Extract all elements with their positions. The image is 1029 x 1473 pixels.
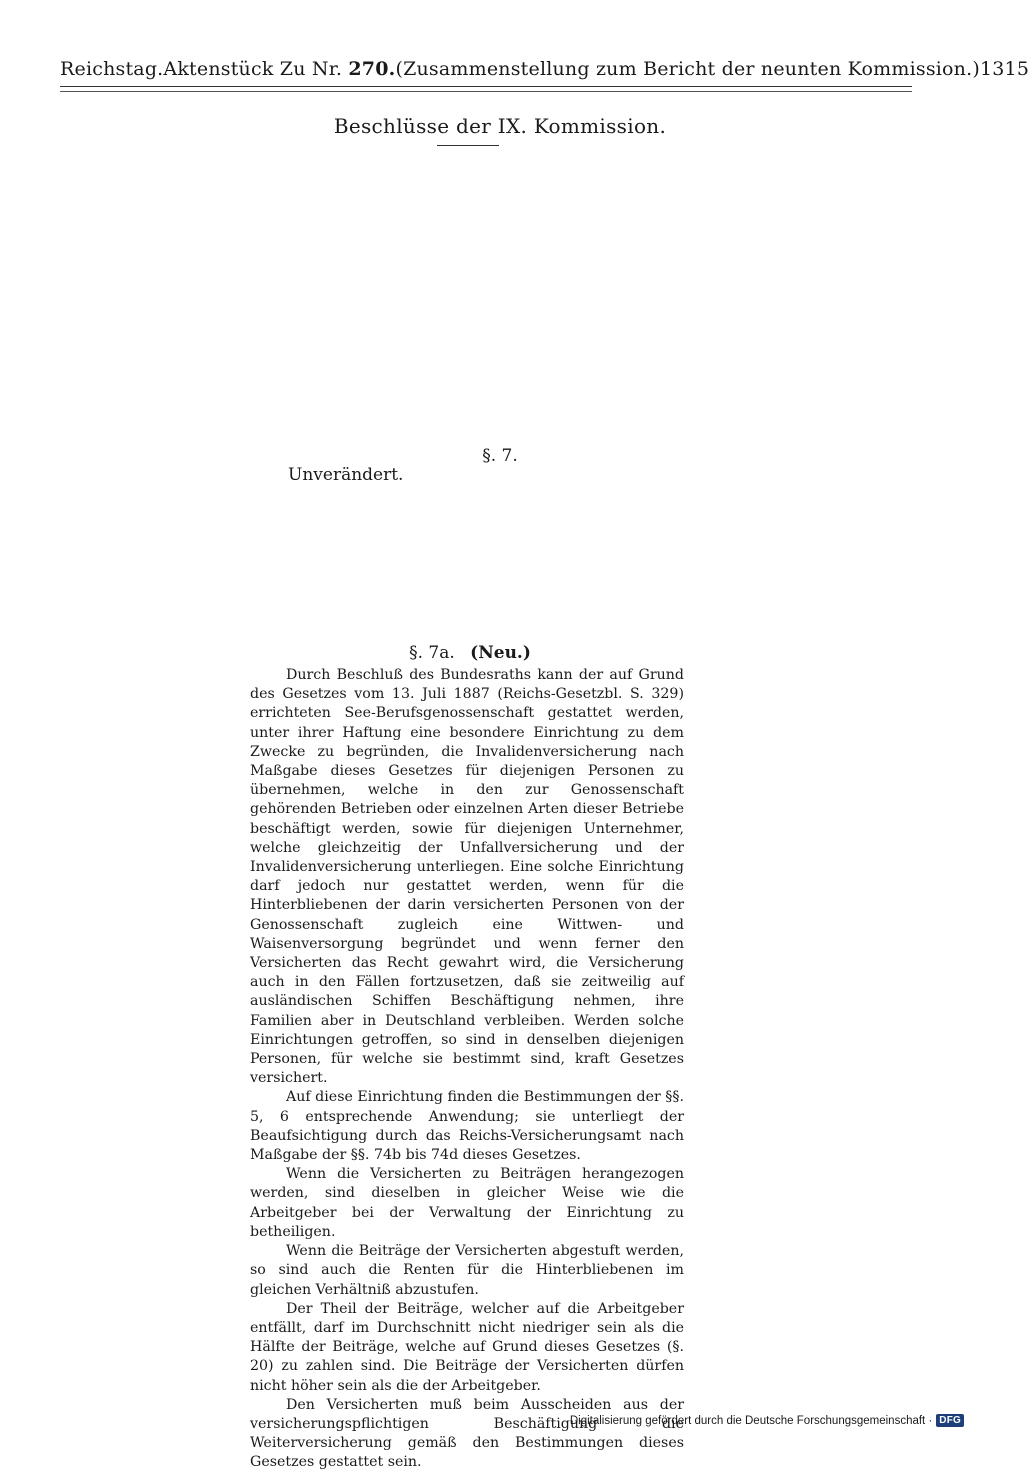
header-document-label: Aktenstück Zu Nr.: [163, 58, 343, 80]
header-left: Reichstag.: [60, 58, 164, 80]
paragraph-7a-number: §. 7a.: [409, 643, 455, 663]
title-rule: [437, 145, 499, 146]
header-subject: (Zusammenstellung zum Bericht der neunten Kommission.): [395, 58, 980, 80]
header-document: [163, 58, 395, 80]
paragraph-7a-body: [250, 666, 684, 1473]
page-number: 1315: [979, 58, 1029, 80]
credit-text: Digitalisierung gefördert durch die Deutsche Forschungsgemeinschaft ·: [569, 1414, 933, 1427]
body-paragraph-2: Auf diese Einrichtung finden die Bestimmungen der §§. 5, 6 entsprechende Anwendung; sie unterliegt der Beaufsichtigung durch das Reichs-Versicherungsamt nach Maßgabe der §§. 74b bis 74d dieses Gesetzes.: [250, 1089, 684, 1164]
body-paragraph-4: Wenn die Beiträge der Versicherten abgestuft werden, so sind auch die Renten für die Hinterbliebenen im gleichen Verhältniß abzustufen.: [250, 1243, 684, 1298]
body-paragraph-5: Der Theil der Beiträge, welcher auf die Arbeitgeber entfällt, darf im Durchschnitt nicht niedriger sein als die Hälfte der Beiträge, welche auf Grund dieses Gesetzes (§. 20) zu zahlen sind. Die Beiträge der Versicherten dürfen nicht höher sein als die der Arbeitgeber.: [250, 1300, 684, 1394]
paragraph-7a-label: (Neu.): [470, 643, 531, 663]
paragraph-7-heading: §. 7.: [482, 446, 518, 466]
dfg-logo-icon: DFG: [936, 1414, 964, 1427]
section-title: Beschlüsse der IX. Kommission.: [333, 114, 667, 138]
body-paragraph-1: Durch Beschluß des Bundesraths kann der auf Grund des Gesetzes vom 13. Juli 1887 (Reichs-Gesetzbl. S. 329) errichteten See-Berufsgenossenschaft gestattet werden, unter ihrer Haftung eine besondere Einrichtung zu dem Zwecke zu begründen, die Invalidenversicherung nach Maßgabe dieses Gesetzes für diejenigen Personen zu übernehmen, welche in den zur Genossenschaft gehörenden Betrieben oder einzelnen Arten dieser Betriebe beschäftigt werden, sowie für diejenigen Unternehmer, welche gleichzeitig der Unfallversicherung und der Invalidenversicherung unterliegen. Eine solche Einrichtung darf jedoch nur gestattet werden, wenn für die Hinterbliebenen der darin versicherten Personen von der Genossenschaft zugleich eine Wittwen- und Waisenversorgung begründet und wenn ferner den Versicherten das Recht gewahrt wird, die Versicherung auch in den Fällen fortzusetzen, daß sie zeitweilig auf ausländischen Schiffen Beschäftigung nehmen, ihre Familien aber in Deutschland verbleiben. Werden solche Einrichtungen getroffen, so sind in denselben diejenigen Personen, für welche sie bestimmt sind, kraft Gesetzes versichert.: [250, 667, 684, 1087]
body-paragraph-3: Wenn die Versicherten zu Beiträgen herangezogen werden, sind dieselben in gleicher Weise wie die Arbeitgeber bei der Verwaltung der Einrichtung zu betheiligen.: [250, 1166, 684, 1240]
digitization-credit: [570, 1414, 964, 1427]
header-rule: [60, 86, 912, 92]
paragraph-7a-heading: [0, 643, 940, 663]
running-head: [60, 58, 1029, 80]
body-paragraph-6: Den Versicherten muß beim Ausscheiden aus der versicherungspflichtigen Beschäftigung die Weiterversicherung gemäß den Bestimmungen dieses Gesetzes gestattet sein.: [250, 1396, 684, 1471]
paragraph-7-text: Unverändert.: [288, 465, 404, 485]
header-number: 270.: [348, 58, 396, 80]
